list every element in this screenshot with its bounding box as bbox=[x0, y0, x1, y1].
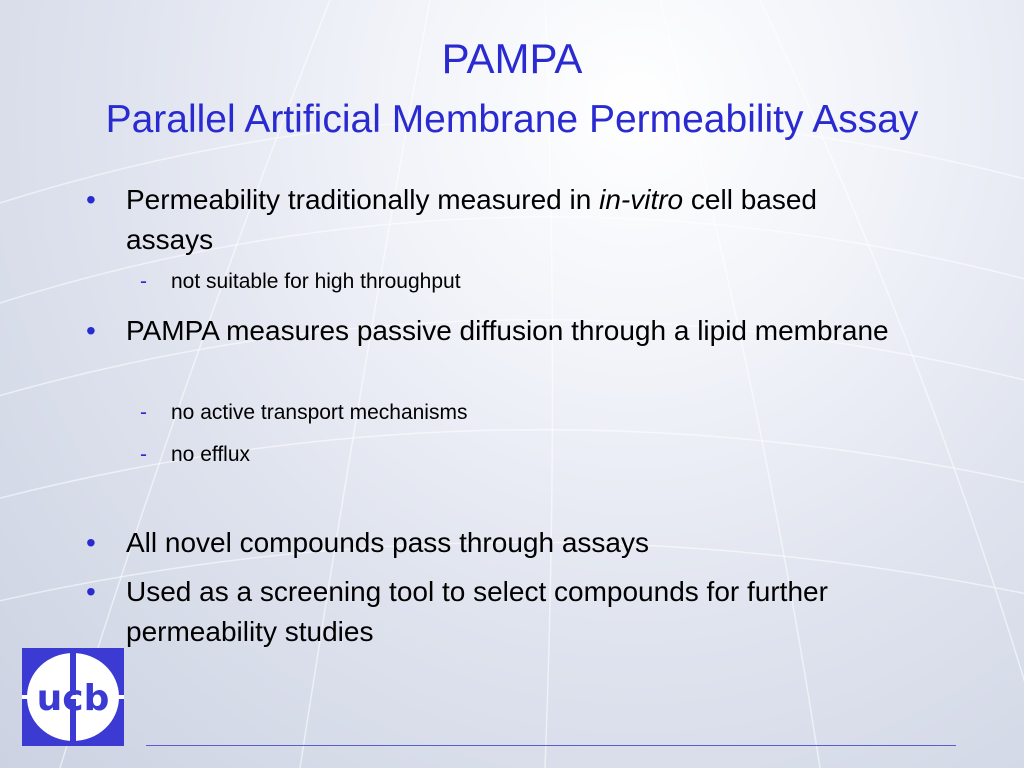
sub-bullet-item bbox=[140, 441, 871, 469]
bullet-item bbox=[86, 311, 896, 351]
slide-subtitle: Parallel Artificial Membrane Permeability Assay bbox=[105, 98, 919, 141]
ucb-logo-text: ucb bbox=[36, 678, 110, 719]
bullet-text: PAMPA measures passive diffusion through a lipid membrane bbox=[126, 315, 889, 346]
bullet-item bbox=[86, 572, 896, 652]
bullet-marker: • bbox=[86, 184, 96, 215]
sub-bullet-text: not suitable for high throughput bbox=[171, 270, 461, 293]
sub-bullet-marker: - bbox=[140, 270, 147, 293]
bullet-marker: • bbox=[86, 315, 96, 346]
ucb-logo-mark bbox=[22, 648, 124, 746]
sub-bullet-marker: - bbox=[140, 401, 147, 424]
slide-title: PAMPA bbox=[441, 35, 583, 82]
sub-bullet-marker: - bbox=[140, 443, 147, 466]
bullet-text: cell based assays bbox=[126, 184, 817, 255]
bullet-text: Permeability traditionally measured in bbox=[126, 184, 600, 215]
sub-bullet-text: no efflux bbox=[171, 443, 251, 466]
bullet-item bbox=[86, 523, 896, 563]
sub-bullet-item bbox=[140, 399, 871, 427]
bullet-item bbox=[86, 180, 896, 260]
footer-divider bbox=[146, 745, 956, 746]
bullet-marker: • bbox=[86, 527, 96, 558]
bullet-text: All novel compounds pass through assays bbox=[126, 527, 649, 558]
ucb-logo bbox=[22, 648, 124, 746]
bullet-text-italic: in-vitro bbox=[599, 184, 684, 215]
bullet-text: Used as a screening tool to select compounds for further permeability studies bbox=[126, 576, 828, 647]
sub-bullet-item bbox=[140, 268, 871, 296]
bullet-marker: • bbox=[86, 576, 96, 607]
sub-bullet-text: no active transport mechanisms bbox=[171, 401, 468, 424]
